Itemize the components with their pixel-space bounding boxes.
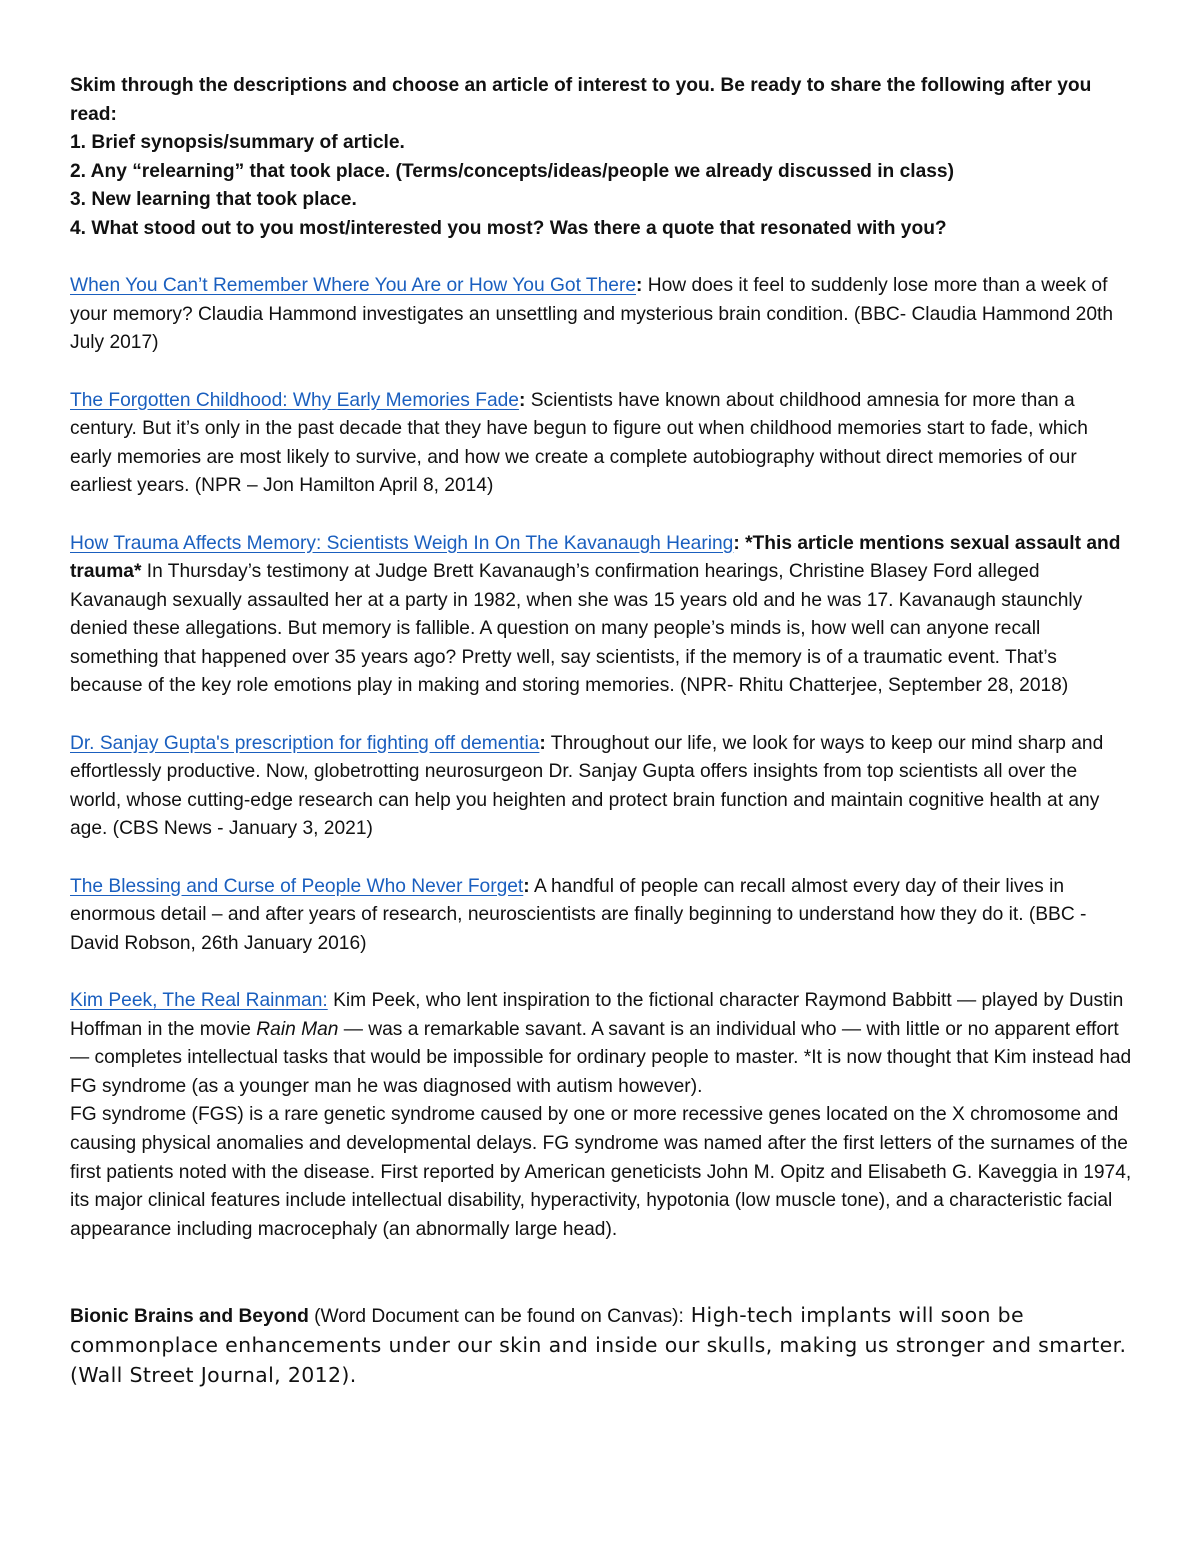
colon: :: [523, 875, 530, 897]
article-description: In Thursday’s testimony at Judge Brett Kavanaugh’s confirmation hearings, Christine Blasey Ford alleged Kavanaugh sexually assaulted her at a party in 1982, when she was 15 years old and he was 17. Kavanaugh staunchly denied these allegations. But memory is fallible. A question on many people’s minds is, how well can anyone recall something that happened over 35 years ago? Pretty well, say scientists, if the memory is of a traumatic event. That’s because of the key role emotions play in making and storing memories. (NPR- Rhitu Chatterjee, September 28, 2018): [70, 561, 1083, 697]
instruction-item-3: 3. New learning that took place.: [70, 189, 357, 211]
article-entry: [70, 873, 1132, 959]
article-link[interactable]: When You Can’t Remember Where You Are or How You Got There: [70, 275, 637, 297]
article-link[interactable]: Dr. Sanjay Gupta's prescription for fighting off dementia: [70, 732, 540, 754]
article-paragraph-2: FG syndrome (FGS) is a rare genetic syndrome caused by one or more recessive genes located on the X chromosome and causing physical anomalies and developmental delays. FG syndrome was named after the first letters of the surnames of the first patients noted with the disease. First reported by American geneticists John M. Opitz and Elisabeth G. Kaveggia in 1974, its major clinical features include intellectual disability, hyperactivity, hypotonia (low muscle tone), and a characteristic facial appearance including macrocephaly (an abnormally large head).: [70, 1104, 1132, 1240]
article-link[interactable]: The Blessing and Curse of People Who Never Forget: [70, 875, 524, 897]
bionic-description: High-tech implants will soon be commonplace enhancements under our skin and inside our skulls, making us stronger and smarter. (Wall Street Journal, 2012).: [70, 1303, 1127, 1388]
article-description: Throughout our life, we look for ways to keep our mind sharp and effortlessly productive. Now, globetrotting neurosurgeon Dr. Sanjay Gupta offers insights from top scientists all over the world, whose cutting-edge research can help you heighten and protect brain function and maintain cognitive health at any age. (CBS News - January 3, 2021): [70, 732, 1104, 840]
document-page: [70, 72, 1132, 1391]
article-description: How does it feel to suddenly lose more than a week of your memory? Claudia Hammond investigates an unsettling and mysterious brain condition. (BBC- Claudia Hammond 20th July 2017): [70, 275, 1114, 354]
instruction-item-1: 1. Brief synopsis/summary of article.: [70, 132, 405, 154]
article-description: Kim Peek, who lent inspiration to the fictional character Raymond Babbitt — played by Dustin Hoffman in the movie: [70, 990, 1124, 1040]
bionic-entry: [70, 1301, 1132, 1391]
instructions: [70, 72, 1132, 244]
bionic-title: Bionic Brains and Beyond: [70, 1306, 309, 1328]
instruction-item-2: 2. Any “relearning” that took place. (Terms/concepts/ideas/people we already discussed in class): [70, 160, 954, 182]
colon: :: [636, 275, 643, 297]
article-entry: [70, 387, 1132, 501]
article-entry: [70, 730, 1132, 844]
article-link[interactable]: Kim Peek, The Real Rainman:: [70, 990, 328, 1011]
instruction-item-4: 4. What stood out to you most/interested you most? Was there a quote that resonated with you?: [70, 217, 947, 239]
movie-title: Rain Man: [256, 1018, 339, 1040]
article-entry: [70, 530, 1132, 702]
article-description-cont: — was a remarkable savant. A savant is an individual who — with little or no apparent effort — completes intellectual tasks that would be impossible for ordinary people to master. *It is now thought that Kim instead had FG syndrome (as a younger man he was diagnosed with autism however).: [70, 1018, 1132, 1097]
colon: :: [539, 732, 546, 754]
instructions-lead: Skim through the descriptions and choose an article of interest to you. Be ready to share the following after you read:: [70, 75, 1092, 125]
bionic-note: (Word Document can be found on Canvas):: [308, 1306, 684, 1328]
article-description: A handful of people can recall almost every day of their lives in enormous detail – and after years of research, neuroscientists are finally beginning to understand how they do it. (BBC - David Robson, 26th January 2016): [70, 875, 1087, 954]
content-warning: *This article mentions sexual assault and trauma*: [70, 532, 1121, 583]
article-description: Scientists have known about childhood amnesia for more than a century. But it’s only in the past decade that they have begun to figure out when childhood memories start to fade, which early memories are most likely to survive, and how we create a complete autobiography without direct memories of our earliest years. (NPR – Jon Hamilton April 8, 2014): [70, 389, 1088, 497]
article-entry: [70, 272, 1132, 358]
colon: :: [518, 389, 526, 411]
article-link[interactable]: The Forgotten Childhood: Why Early Memories Fade: [70, 389, 519, 411]
article-link[interactable]: How Trauma Affects Memory: Scientists Weigh In On The Kavanaugh Hearing: [70, 532, 734, 554]
colon: :: [733, 532, 740, 554]
article-entry: [70, 987, 1132, 1244]
